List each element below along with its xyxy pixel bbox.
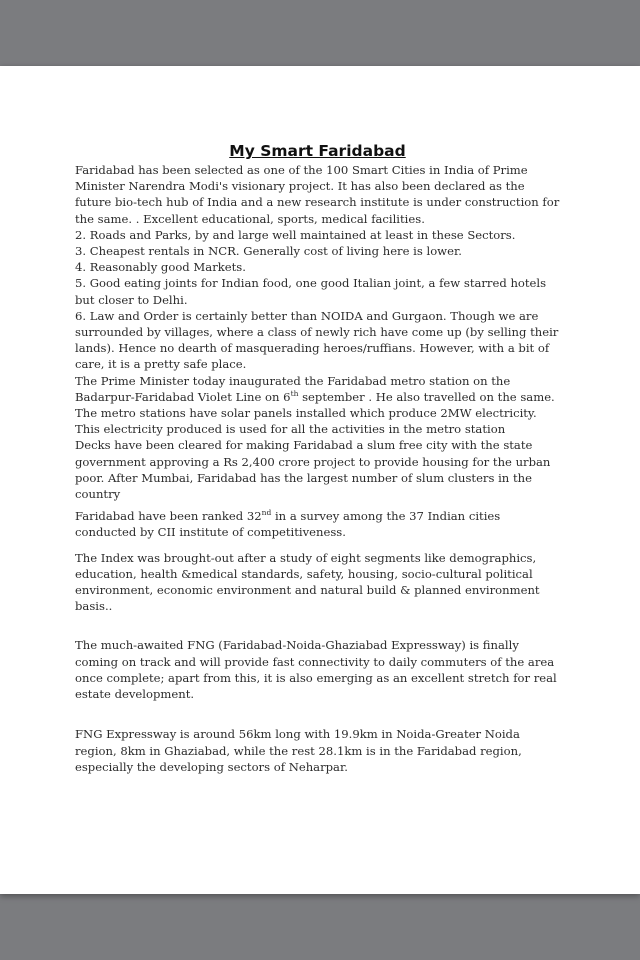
fng-length-paragraph: FNG Expressway is around 56km long with 19.9km in Noida-Greater Noida region, 8km in Ghaziabad, while the rest 28.1km is in the Faridabad region, especially the developing sectors of Neharpar. xyxy=(75,727,522,774)
list-item: 6. Law and Order is certainly better than NOIDA and Gurgaon. Though we are surrounded by villages, where a class of newly rich have come up (by selling their lands). Hence no dearth of masquerading heroes/ruffians. However, with a bit of care, it is a pretty safe place. xyxy=(75,308,559,372)
list-item: 5. Good eating joints for Indian food, one good Italian joint, a few starred hotels but closer to Delhi. xyxy=(75,276,547,307)
metro-superscript: th xyxy=(290,388,299,398)
ranking-text-before: Faridabad have been ranked 32 xyxy=(75,509,262,524)
slum-paragraph: Decks have been cleared for making Faridabad a slum free city with the state government approving a Rs 2,400 crore project to provide housing for the urban poor. After Mumbai, Faridabad has the largest number of slum clusters in the country xyxy=(75,438,551,502)
metro-text-before: The Prime Minister today inaugurated the Faridabad metro station on the Badarpur-Faridabad Violet Line on 6 xyxy=(75,373,511,404)
ranking-text-after: in a survey among the 37 Indian cities conducted by CII institute of competitiveness. xyxy=(75,509,501,540)
ranking-superscript: nd xyxy=(261,508,272,518)
fng-paragraph: The much-awaited FNG (Faridabad-Noida-Ghaziabad Expressway) is finally coming on track and will provide fast connectivity to daily commuters of the area once complete; apart from this, it is also emerging as an excellent stretch for real estate development. xyxy=(75,638,557,702)
metro-paragraph xyxy=(75,373,560,438)
intro-paragraph: Faridabad has been selected as one of the 100 Smart Cities in India of Prime Minister Narendra Modi's visionary project. It has also been declared as the future bio-tech hub of India and a new research institute is under construction for the same. . Excellent educational, sports, medical facilities. xyxy=(75,163,560,226)
list-item: 3. Cheapest rentals in NCR. Generally cost of living here is lower. xyxy=(75,244,462,259)
metro-text-after: september . He also travelled on the same. The metro stations have solar panels installed which produce 2MW electricity. This electricity produced is used for all the activities in the metro station xyxy=(75,389,555,437)
index-paragraph: The Index was brought-out after a study of eight segments like demographics, education, health &medical standards, safety, housing, socio-cultural political environment, economic environment and natural build & planned environment basis.. xyxy=(75,550,540,614)
document-page xyxy=(0,66,640,894)
list-item: 2. Roads and Parks, by and large well maintained at least in these Sectors. xyxy=(75,227,516,242)
ranking-paragraph xyxy=(75,508,560,540)
list-item: 4. Reasonably good Markets. xyxy=(75,260,246,275)
document-title: My Smart Faridabad xyxy=(229,142,406,160)
